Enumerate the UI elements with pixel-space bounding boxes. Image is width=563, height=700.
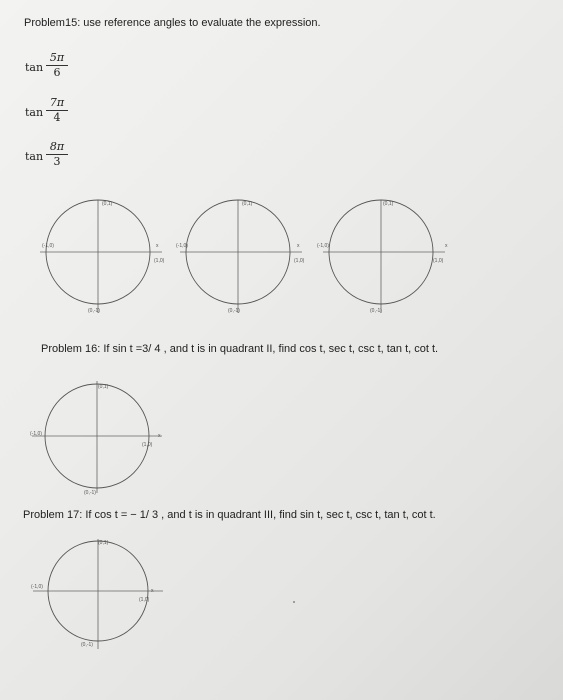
numerator: 8π bbox=[49, 140, 65, 153]
label-x-axis: x bbox=[297, 243, 300, 249]
label-right: (1,0) bbox=[294, 258, 305, 264]
function-name: tan bbox=[25, 106, 44, 119]
denominator: 4 bbox=[53, 111, 61, 124]
denominator: 3 bbox=[53, 155, 61, 168]
label-left: (-1,0) bbox=[31, 584, 43, 590]
numerator: 7π bbox=[49, 96, 65, 109]
function-name: tan bbox=[25, 61, 44, 74]
label-bottom: (0,-1) bbox=[88, 308, 100, 314]
denominator: 6 bbox=[53, 66, 61, 79]
unit-circle-1 bbox=[30, 195, 170, 320]
label-left: (-1,0) bbox=[42, 243, 54, 249]
expression-tan-8pi-over-3 bbox=[25, 141, 85, 173]
label-x-axis: x bbox=[151, 588, 154, 594]
numerator: 5π bbox=[49, 51, 65, 64]
label-left: (-1,0) bbox=[317, 243, 329, 249]
label-left: (-1,0) bbox=[30, 431, 42, 437]
label-bottom: (0,-1) bbox=[370, 308, 382, 314]
label-x-axis: x bbox=[156, 243, 159, 249]
problem-17-heading: Problem 17: If cos t = − 1/ 3 , and t is in quadrant III, find sin t, sec t, csc t, tan t, cot t. bbox=[23, 509, 436, 521]
label-x-axis: x bbox=[445, 243, 448, 249]
label-x-axis: x bbox=[158, 433, 161, 439]
label-bottom: (0,-1) bbox=[81, 642, 93, 648]
fraction bbox=[46, 97, 68, 124]
label-right: (1,0) bbox=[142, 442, 153, 448]
problem-15-heading: Problem15: use reference angles to evaluate the expression. bbox=[24, 17, 321, 29]
label-right: (1,0) bbox=[139, 597, 150, 603]
fraction bbox=[46, 52, 68, 79]
label-right: (1,0) bbox=[154, 258, 165, 264]
label-bottom: (0,-1) bbox=[228, 308, 240, 314]
expression-tan-5pi-over-6 bbox=[25, 52, 85, 84]
unit-circle-2 bbox=[170, 195, 310, 320]
problem-16-heading: Problem 16: If sin t =3/ 4 , and t is in quadrant II, find cos t, sec t, csc t, tan t, cot t. bbox=[41, 343, 439, 355]
label-top: (0,1) bbox=[98, 384, 109, 390]
unit-circle-4 bbox=[22, 375, 167, 500]
label-top: (0,1) bbox=[102, 201, 113, 207]
paper-speck bbox=[293, 601, 295, 603]
unit-circle-3 bbox=[313, 195, 453, 320]
label-top: (0,1) bbox=[98, 540, 109, 546]
function-name: tan bbox=[25, 150, 44, 163]
label-top: (0,1) bbox=[242, 201, 253, 207]
label-top: (0,1) bbox=[383, 201, 394, 207]
expression-tan-7pi-over-4 bbox=[25, 97, 85, 129]
label-left: (-1,0) bbox=[176, 243, 188, 249]
label-right: (1,0) bbox=[433, 258, 444, 264]
label-bottom: (0,-1) bbox=[84, 490, 96, 496]
unit-circle-5 bbox=[23, 533, 168, 653]
fraction bbox=[46, 141, 68, 168]
